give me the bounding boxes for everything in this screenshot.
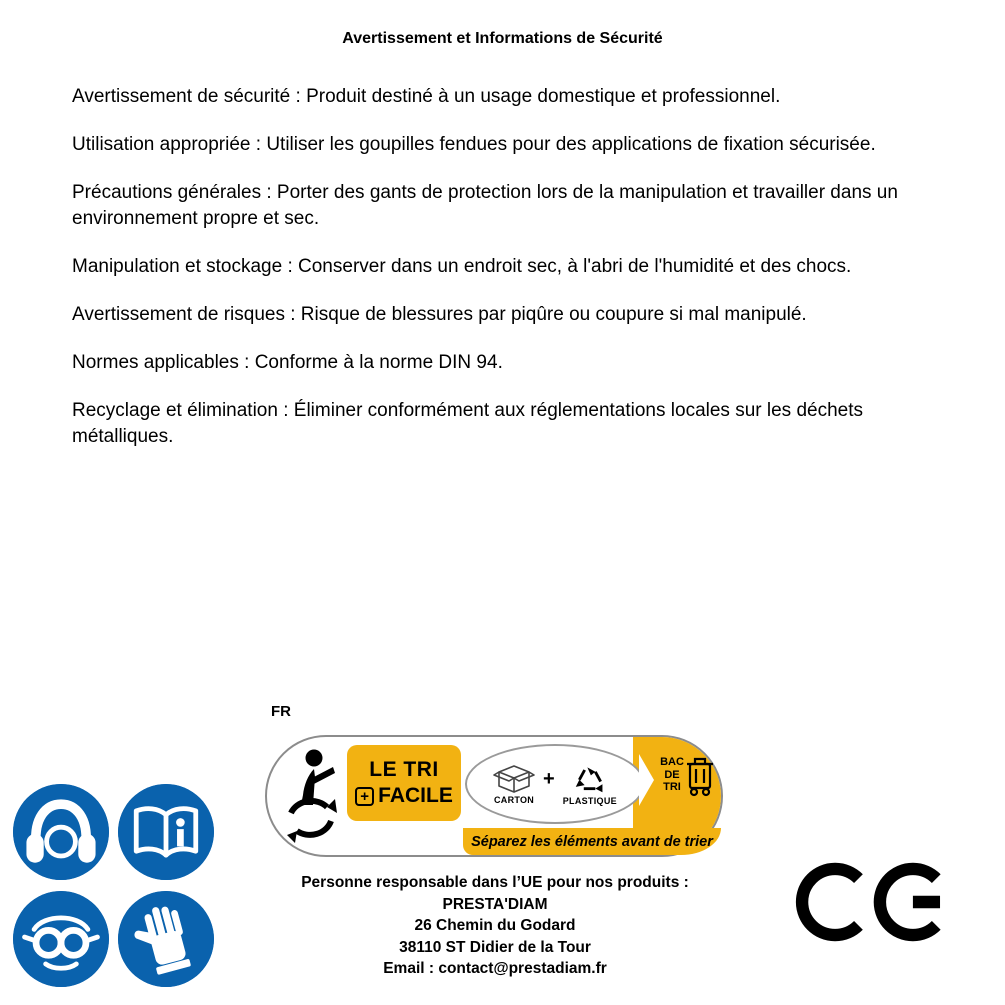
bac-de-tri-text: BAC DE TRI [660,756,684,793]
address-line-2: 38110 ST Didier de la Tour [399,938,591,956]
responsible-block [240,872,750,980]
tri-facile-logo [265,735,723,857]
hand-protection-icon [118,891,214,987]
le-tri-text: LE TRI [369,758,439,781]
ear-protection-icon [13,784,109,880]
plus-icon: + [355,787,374,806]
carton-item [493,763,535,805]
bin-icon [686,755,714,797]
plastique-label: PLASTIQUE [562,796,617,806]
address-line-1: 26 Chemin du Godard [414,917,576,934]
ce-marking-icon [795,846,953,958]
tagline-band [463,828,721,855]
company-name: PRESTA'DIAM [442,895,548,913]
safety-paragraph: Normes applicables : Conforme à la norme DIN 94. [72,352,503,373]
safety-paragraph: Avertissement de sécurité : Produit destiné à un usage domestique et professionnel. [72,86,781,107]
read-manual-icon [118,784,214,880]
responsible-intro: Personne responsable dans l’UE pour nos produits : [301,874,689,891]
contact-email: Email : contact@prestadiam.fr [383,960,607,977]
page-title: Avertissement et Informations de Sécurité [342,30,663,47]
recycle-icon [572,762,608,794]
safety-paragraph: Recyclage et élimination : Éliminer conformément aux réglementations locales sur les déchets métalliques. [72,400,863,447]
safety-paragraph: Utilisation appropriée : Utiliser les goupilles fendues pour des applications de fixation sécurisée. [72,134,876,155]
chevron-right-icon [639,754,654,806]
plus-sign: + [543,767,555,790]
carton-label: CARTON [493,795,535,805]
safety-paragraph: Précautions générales : Porter des gants de protection lors de la manipulation et travailler dans un environnement propre et sec. [72,182,898,229]
plastique-item [563,762,617,806]
safety-paragraphs [72,84,936,472]
country-label: FR [271,703,291,720]
le-tri-facile-block [347,745,461,821]
safety-paragraph: Manipulation et stockage : Conserver dans un endroit sec, à l'abri de l'humidité et des chocs. [72,256,852,277]
triman-icon [279,747,343,845]
materials-oval [465,744,645,824]
carton-box-icon [493,763,535,793]
mandatory-pictograms [13,784,214,987]
facile-text: FACILE [378,784,453,807]
eye-protection-icon [13,891,109,987]
tri-tagline: Séparez les éléments avant de trier [471,833,713,850]
safety-paragraph: Avertissement de risques : Risque de blessures par piqûre ou coupure si mal manipulé. [72,304,807,325]
